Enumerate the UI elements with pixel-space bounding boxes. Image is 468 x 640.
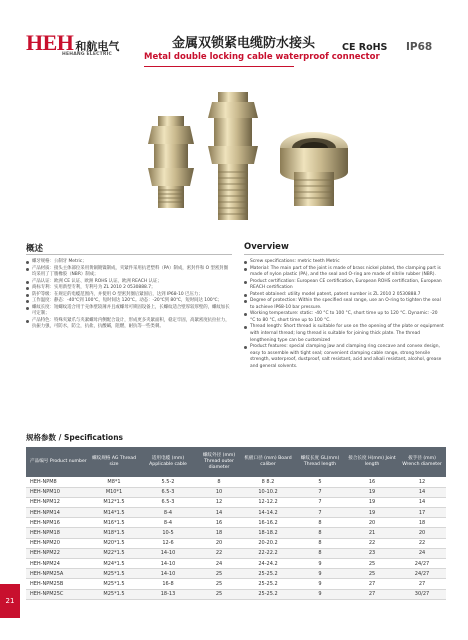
table-cell: 9 [294, 559, 346, 569]
table-cell: 22 [196, 548, 242, 558]
table-row [26, 589, 446, 599]
table-cell: 14-10 [140, 548, 196, 558]
list-item: 螺牙规格：公制牙 Metric； [26, 259, 232, 266]
table-row [26, 548, 446, 558]
table-row [26, 569, 446, 579]
table-cell: 25 [346, 569, 398, 579]
table-cell: 22 [398, 538, 446, 548]
table-cell: 20 [346, 518, 398, 528]
table-cell: 7 [294, 508, 346, 518]
table-cell: HEH-NPM25B [26, 579, 88, 589]
table-row [26, 477, 446, 487]
table-row [26, 487, 446, 497]
table-cell: 16 [346, 477, 398, 487]
table-cell: 19 [346, 487, 398, 497]
overview-en-title: Overview [244, 242, 289, 252]
table-cell: 21 [346, 528, 398, 538]
table-cell: HEH-NPM25C [26, 589, 88, 599]
table-cell: 25 [196, 589, 242, 599]
table-cell: M22*1.5 [88, 548, 140, 558]
table-cell: 24 [398, 548, 446, 558]
list-item: Material: The main part of the joint is made of brass nickel plated, the clamping part is made of nylon plastic (PA), and the seal and O-ring are made of nitrile rubber (NBR). [244, 266, 444, 279]
table-cell: 12 [398, 477, 446, 487]
table-cell: 12-6 [140, 538, 196, 548]
table-cell: 12-12.2 [242, 497, 294, 507]
table-cell: 8 [294, 548, 346, 558]
connector-tall [208, 92, 258, 220]
table-row [26, 497, 446, 507]
table-cell: 8-4 [140, 518, 196, 528]
logo-latin: HEH [26, 30, 74, 55]
table-cell: M18*1.5 [88, 528, 140, 538]
table-cell: 10-5 [140, 528, 196, 538]
col-thread-outer-diameter: 螺纹外径 (mm) Thread outer diameter [196, 447, 242, 477]
table-cell: 5 [294, 477, 346, 487]
certification-marks: CE RoHS [342, 42, 388, 53]
table-cell: HEH-NPM12 [26, 497, 88, 507]
table-cell: 9 [294, 569, 346, 579]
table-row [26, 528, 446, 538]
table-cell: 25 [196, 569, 242, 579]
title-divider [144, 66, 294, 67]
table-cell: 24-24.2 [242, 559, 294, 569]
table-cell: 24/27 [398, 559, 446, 569]
table-cell: 19 [346, 508, 398, 518]
table-cell: 27 [398, 579, 446, 589]
table-cell: 25 [196, 579, 242, 589]
table-cell: 18 [196, 528, 242, 538]
table-cell: 17 [398, 508, 446, 518]
table-cell: 14-14.2 [242, 508, 294, 518]
table-cell: HEH-NPM18 [26, 528, 88, 538]
overview-cn-list [26, 259, 232, 331]
table-cell: M8*1 [88, 477, 140, 487]
table-cell: 10-10.2 [242, 487, 294, 497]
list-item: Working temperature: static: -40 °C to 100 °C, short time up to 120 °C. Dynamic: -20 °C to 80 °C, short time up to 100 °C. [244, 311, 444, 324]
table-cell: HEH-NPM10 [26, 487, 88, 497]
table-cell: M25*1.5 [88, 569, 140, 579]
table-cell: 6.5-3 [140, 487, 196, 497]
overview-cn-divider [26, 254, 232, 255]
list-item: 产品认证：欧洲 CE 认证、欧洲 ROHS 认证、欧洲 REACH 认证； [26, 279, 232, 286]
table-cell: 23 [346, 548, 398, 558]
table-cell: 14-10 [140, 559, 196, 569]
table-cell: 24 [196, 559, 242, 569]
col-applicable-cable: 适用电缆 (mm) Applicable cable [140, 447, 196, 477]
table-cell: 7 [294, 487, 346, 497]
page-number: 21 [0, 584, 20, 618]
col-thread-length: 螺纹长度 GL(mm) Thread length [294, 447, 346, 477]
table-cell: M10*1 [88, 487, 140, 497]
col-board-caliber: 机板口径 (mm) Board caliber [242, 447, 294, 477]
table-cell: 18-18.2 [242, 528, 294, 538]
col-product-number: 产品编号 Product number [26, 447, 88, 477]
list-item: Thread length: Short thread is suitable for use on the opening of the plate or equipment with internal thread; long thread is suitable for joining thick plate. The thread lengthening type can be customized [244, 324, 444, 344]
connector-open [280, 132, 348, 206]
table-cell: HEH-NPM24 [26, 559, 88, 569]
table-cell: HEH-NPM25A [26, 569, 88, 579]
page-title-cn: 金属双锁紧电缆防水接头 [172, 36, 316, 51]
table-row [26, 518, 446, 528]
table-cell: HEH-NPM20 [26, 538, 88, 548]
table-row [26, 579, 446, 589]
table-cell: 8-4 [140, 508, 196, 518]
table-cell: 19 [346, 497, 398, 507]
list-item: 产品材质：接头主体部位采用黄铜镀镍制成，夹紧件采用抗老塑料（PA）制成，密封件和 O 型密封圈均采用了丁腈橡胶（NBR）制成； [26, 266, 232, 279]
table-cell: 8 [294, 528, 346, 538]
specs-table [26, 447, 446, 600]
connector-small [148, 116, 194, 208]
specs-title: 规格参数 / Specifications [26, 433, 124, 442]
table-cell: 25 [346, 559, 398, 569]
table-cell: 14-10 [140, 569, 196, 579]
table-cell: 30/27 [398, 589, 446, 599]
table-cell: 16-16.2 [242, 518, 294, 528]
list-item: Screw specifications: metric teeth Metric [244, 259, 444, 266]
list-item: 商标专利：实用新型专利，专利号为 ZL 2010 2 0530888.7； [26, 285, 232, 292]
table-cell: 20 [398, 528, 446, 538]
col-wrench-diameter: 扳手径 (mm) Wrench diameter [398, 447, 446, 477]
table-header-row [26, 447, 446, 477]
table-cell: M16*1.5 [88, 518, 140, 528]
table-cell: 8 8.2 [242, 477, 294, 487]
table-cell: 7 [294, 497, 346, 507]
table-cell: 16-8 [140, 579, 196, 589]
table-cell: 16 [196, 518, 242, 528]
table-cell: M20*1.5 [88, 538, 140, 548]
list-item: 工作温度：静态：-40℃到 100℃，短时间达 120℃。动态：-20℃到 80℃，短时间达 100℃； [26, 298, 232, 305]
table-cell: HEH-NPM8 [26, 477, 88, 487]
table-cell: 27 [346, 579, 398, 589]
list-item: 螺纹长度：短螺纹适合用于壳体壁较薄并且或螺母可锁固设备上，长螺纹适合壁厚较厚壁的，螺纹加长可定制； [26, 305, 232, 318]
list-item: Product certification: European CE certification, European ROHS certification, European REACH certification [244, 279, 444, 292]
overview-en-list [244, 259, 444, 370]
table-cell: 24/27 [398, 569, 446, 579]
table-cell: 14 [196, 508, 242, 518]
table-cell: 10 [196, 487, 242, 497]
col-thread-size: 螺纹规格 AG Thread size [88, 447, 140, 477]
ip-rating: IP68 [406, 41, 433, 53]
table-cell: 6.5-3 [140, 497, 196, 507]
logo-cn: 和航电气 [75, 40, 120, 53]
list-item: Degree of protection: Within the specified seal range, use an O-ring to tighten the seal to achieve IP68-10 bar pressure. [244, 298, 444, 311]
table-row [26, 559, 446, 569]
table-cell: 18-13 [140, 589, 196, 599]
table-cell: 27 [346, 589, 398, 599]
table-row [26, 508, 446, 518]
table-cell: 8 [294, 538, 346, 548]
table-cell: M25*1.5 [88, 579, 140, 589]
table-cell: 25-25.2 [242, 579, 294, 589]
table-cell: HEH-NPM22 [26, 548, 88, 558]
logo-en: HEHANG ELECTRIC [62, 52, 112, 57]
table-cell: 18 [398, 518, 446, 528]
table-cell: 22 [346, 538, 398, 548]
list-item: 防护等级：在规定的电缆范围内，并使用 O 型密封圈后紧固后，达到 IP68-10 巴压力； [26, 292, 232, 299]
table-cell: HEH-NPM14 [26, 508, 88, 518]
table-cell: M25*1.5 [88, 589, 140, 599]
table-cell: 12 [196, 497, 242, 507]
table-cell: 20-20.2 [242, 538, 294, 548]
page-title-en: Metal double locking cable waterproof connector [144, 52, 380, 62]
table-cell: HEH-NPM16 [26, 518, 88, 528]
table-cell: 25-25.2 [242, 589, 294, 599]
table-cell: 14 [398, 497, 446, 507]
table-cell: 9 [294, 589, 346, 599]
product-image [118, 82, 368, 232]
list-item: Patent obtained: utility model patent, patent number is ZL 2010 2 0530888.7 [244, 292, 444, 299]
page-header [26, 28, 446, 78]
col-joint-length: 接合长度 H(mm) Joint length [346, 447, 398, 477]
list-item: Product features: special clamping jaw and clamping ring concave and convex design, easy to assemble with tight seal; convenient clamping cable range, strong tensile strength, waterproof, dustproof, salt resistant, acid and alkali resistant, alcohol, grease and general solvents. [244, 344, 444, 370]
table-cell: 22-22.2 [242, 548, 294, 558]
table-cell: M24*1.5 [88, 559, 140, 569]
table-row [26, 538, 446, 548]
table-cell: 9 [294, 579, 346, 589]
table-cell: 8 [196, 477, 242, 487]
overview-cn-title: 概述 [26, 244, 44, 254]
table-cell: M14*1.5 [88, 508, 140, 518]
table-cell: 8 [294, 518, 346, 528]
specs-table-body [26, 477, 446, 599]
table-cell: 25-25.2 [242, 569, 294, 579]
list-item: 产品特色：特殊夹紧爪与夹紧螺母内侧配合设计，形成更多夹紧面积，稳定牢固，高紧密度抗拉拉力，抗振力强，可防水，防尘，抗盐，抗酸碱，阻燃，耐抗等一些类刺。 [26, 318, 232, 331]
table-cell: M12*1.5 [88, 497, 140, 507]
table-cell: 20 [196, 538, 242, 548]
table-cell: 14 [398, 487, 446, 497]
table-cell: 5.5-2 [140, 477, 196, 487]
overview-en-divider [244, 254, 444, 255]
